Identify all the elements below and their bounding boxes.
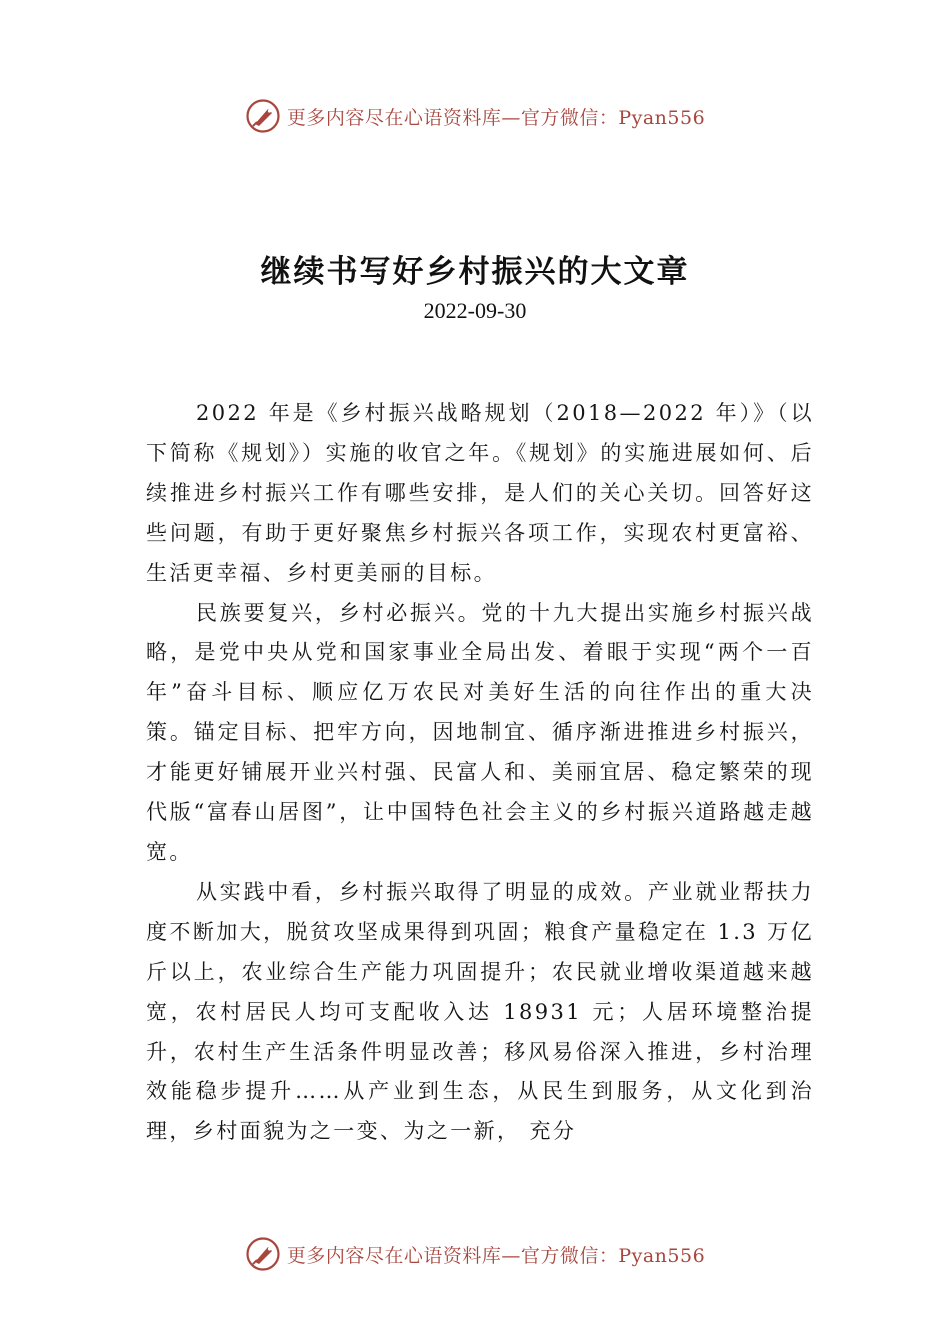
article-title: 继续书写好乡村振兴的大文章 [260, 254, 690, 290]
pen-nib-logo-icon [245, 98, 281, 134]
pen-nib-logo-icon [245, 1236, 281, 1272]
header-banner [0, 94, 950, 138]
paragraph-1: 2022 年是《乡村振兴战略规划（2018—2022 年）》（以下简称《规划》）实施的收官之年。《规划》的实施进展如何、后续推进乡村振兴工作有哪些安排，是人们的关心关切。回答好这些问题，有助于更好聚焦乡村振兴各项工作，实现农村更富裕、生活更幸福、乡村更美丽的目标。 [146, 401, 814, 585]
banner-text: 更多内容尽在心语资料库—官方微信：Pyan556 [286, 106, 706, 129]
paragraph-2: 民族要复兴，乡村必振兴。党的十九大提出实施乡村振兴战略，是党中央从党和国家事业全局出发、着眼于实现“两个一百年”奋斗目标、顺应亿万农民对美好生活的向往作出的重大决策。锚定目标、把牢方向，因地制宜、循序渐进推进乡村振兴，才能更好铺展开业兴村强、民富人和、美丽宜居、稳定繁荣的现代版“富春山居图”，让中国特色社会主义的乡村振兴道路越走越宽。 [146, 600, 814, 864]
footer-banner [0, 1232, 950, 1276]
article-body [146, 394, 814, 1152]
paragraph-3: 从实践中看，乡村振兴取得了明显的成效。产业就业帮扶力度不断加大，脱贫攻坚成果得到巩固；粮食产量稳定在 1.3 万亿斤以上，农业综合生产能力巩固提升；农民就业增收渠道越来越宽，农村居民人均可支配收入达 18931 元；人居环境整治提升，农村生产生活条件明显改善；移风易俗深入推进，乡村治理效能稳步提升……从产业到生态，从民生到服务，从文化到治理，乡村面貌为之一变、为之一新， 充分 [146, 879, 814, 1144]
article-date: 2022-09-30 [423, 298, 527, 323]
banner-text: 更多内容尽在心语资料库—官方微信：Pyan556 [286, 1244, 706, 1267]
